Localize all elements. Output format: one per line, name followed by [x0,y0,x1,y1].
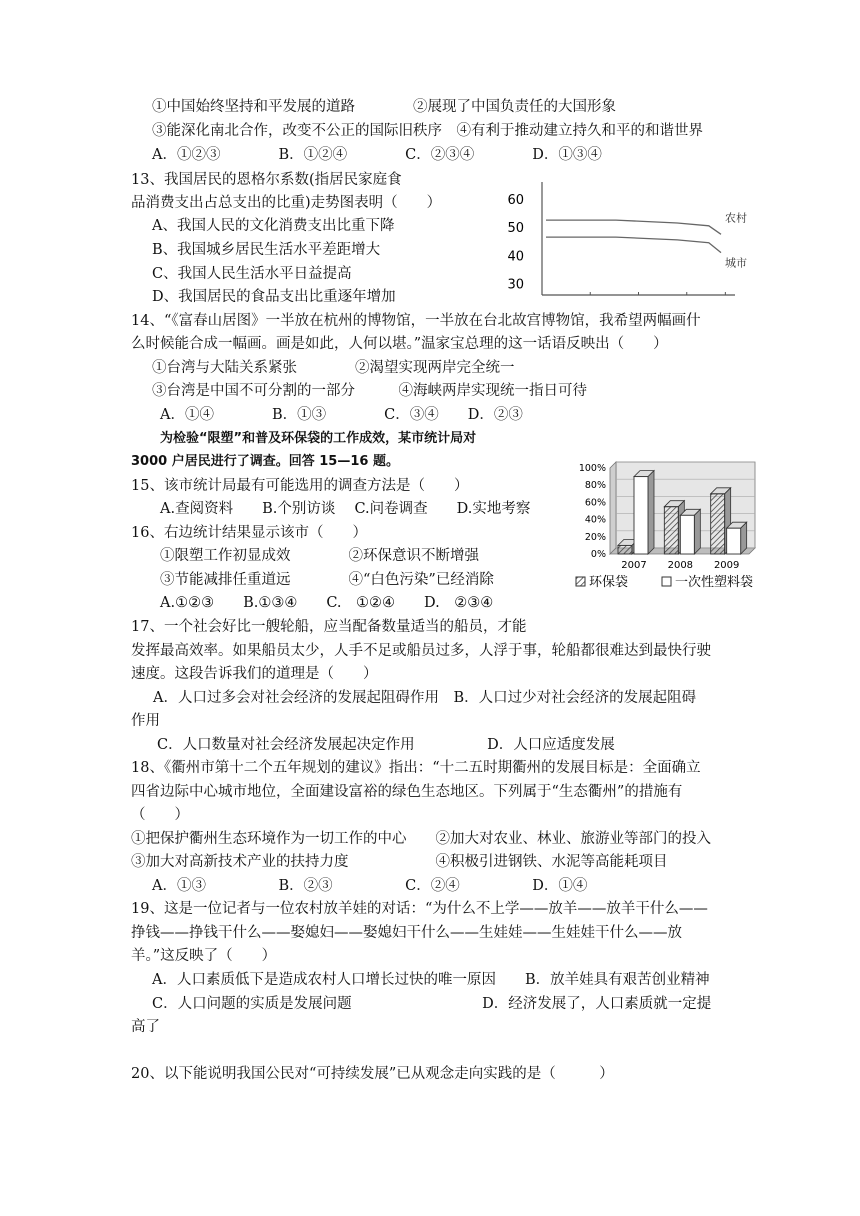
text-line: A．人口过多会对社会经济的发展起阻碍作用 B．人口过少对社会经济的发展起阻碍 [153,690,697,706]
text-line: 发挥最高效率。如果船员太少，人手不足或船员过多，人浮于事，轮船都很难达到最快行驶 [131,643,711,659]
bar [680,515,694,554]
text-line: ③台湾是中国不可分割的一部分 ④海峡两岸实现统一指日可待 [152,383,587,399]
text-line: 3000 户居民进行了调查。回答 15—16 题。 [131,454,399,469]
text-line: 13、我国居民的恩格尔系数(指居民家庭食 [131,172,402,188]
text-line: 为检验“限塑”和普及环保袋的工作成效，某市统计局对 [160,431,477,446]
y-tick-label: 30 [507,277,524,293]
text-line: 么时候能合成一幅画。画是如此，人何以堪。”温家宝总理的这一话语反映出（ ） [131,336,668,352]
text-line: C、我国人民生活水平日益提高 [152,266,352,282]
plastic-bag-survey-chart [570,460,775,600]
text-line: 挣钱——挣钱干什么——娶媳妇——娶媳妇干什么——生娃娃——生娃娃干什么——放 [131,925,682,941]
y-tick-label: 80% [584,480,606,492]
bar-side [741,522,747,554]
text-line: 17、一个社会好比一艘轮船，应当配备数量适当的船员，才能 [131,619,527,635]
text-line: 20、以下能说明我国公民对“可持续发展”已从观念走向实践的是（ ） [131,1066,614,1082]
bar [711,494,725,554]
text-line: A.查阅资料 B.个别访谈 C.问卷调查 D.实地考察 [160,501,531,517]
text-line: A．①②③ B．①②④ C．②③④ D．①③④ [152,147,602,163]
text-line: 速度。这段告诉我们的道理是（ ） [131,666,378,682]
text-line: （ ） [131,807,189,823]
text-line: 19、这是一位记者与一位农村放羊娃的对话：“为什么不上学——放羊——放羊干什么—— [131,901,708,917]
text-line: B、我国城乡居民生活水平差距增大 [152,242,381,258]
legend-label: 环保袋 [589,575,629,590]
text-line: ①台湾与大陆关系紧张 ②渴望实现两岸完全统一 [152,360,515,376]
text-line: D、我国居民的食品支出比重逐年增加 [152,289,396,305]
text-line: 羊。”这反映了（ ） [131,948,277,964]
text-line: 高了 [131,1019,160,1035]
chart-side-wall [610,462,616,554]
y-tick-label: 50 [507,221,524,237]
bar-side [694,509,700,554]
legend-swatch [662,577,671,586]
bar [727,528,741,554]
text-line: ③节能减排任重道远 ④“白色污染”已经消除 [160,572,494,588]
text-line: 四省边际中心城市地位，全面建设富裕的绿色生态地区。下列属于“生态衢州”的措施有 [131,784,683,800]
text-line: A、我国人民的文化消费支出比重下降 [152,218,395,234]
x-tick-label: 2009 [713,560,740,571]
text-line: C．人口问题的实质是发展问题 D．经济发展了，人口素质就一定提 [152,996,712,1012]
bar [618,545,632,554]
text-line: ①中国始终坚持和平发展的道路 ②展现了中国负责任的大国形象 [152,99,616,115]
y-tick-label: 60 [507,192,524,208]
legend-label: 一次性塑料袋 [675,575,754,590]
text-line: A．①③ B．②③ C．②④ D．①④ [152,878,588,894]
bar [664,507,678,554]
y-tick-label: 100% [578,463,606,474]
y-tick-label: 40% [584,514,606,526]
text-line: A．人口素质低下是造成农村人口增长过快的唯一原因 B．放羊娃具有艰苦创业精神 [152,972,710,988]
series-line [546,220,721,234]
text-line: 14、“《富春山居图》一半放在杭州的博物馆，一半放在台北故宫博物馆，我希望两幅画什 [131,313,701,329]
text-line: 18、《衢州市第十二个五年规划的建议》指出：“十二五时期衢州的发展目标是：全面确立 [131,760,701,776]
text-line: ①限塑工作初显成效 ②环保意识不断增强 [160,548,479,564]
text-line: A．①④ B．①③ C．③④ D．②③ [160,407,523,423]
bar [634,477,648,554]
text-line: ③加大对高新技术产业的扶持力度 ④积极引进钢铁、水泥等高能耗项目 [131,854,668,870]
engel-coefficient-chart [500,178,770,303]
x-tick-label: 2008 [667,560,694,571]
y-tick-label: 40 [507,249,524,265]
text-line: A.①②③ B.①③④ C. ①②④ D. ②③④ [160,595,494,611]
series-line [546,237,721,253]
text-line: 作用 [131,713,160,729]
legend-swatch [576,577,585,586]
y-tick-label: 0% [590,549,606,560]
text-line: C．人口数量对社会经济发展起决定作用 D．人口应适度发展 [157,737,615,753]
x-tick-label: 2007 [621,560,647,571]
series-label: 城市 [725,256,747,270]
text-line: 16、右边统计结果显示该市（ ） [131,525,367,541]
text-line: ③能深化南北合作，改变不公正的国际旧秩序 ④有利于推动建立持久和平的和谐世界 [152,123,703,139]
text-line: 品消费支出占总支出的比重)走势图表明（ ） [131,195,442,211]
text-line: 15、该市统计局最有可能选用的调查方法是（ ） [131,478,469,494]
bar-side [648,471,654,554]
series-label: 农村 [725,211,747,225]
y-tick-label: 20% [584,531,606,543]
text-line: ①把保护衢州生态环境作为一切工作的中心 ②加大对农业、林业、旅游业等部门的投入 [131,831,711,847]
y-tick-label: 60% [584,497,606,509]
